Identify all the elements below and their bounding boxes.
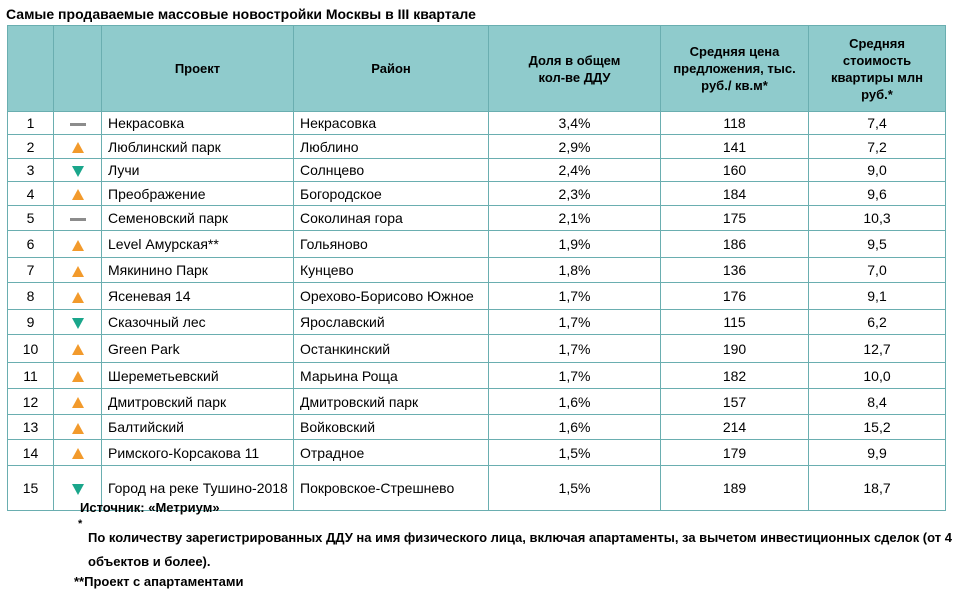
header-row xyxy=(8,26,946,112)
header-share-text: Доля в общем кол-ве ДДУ xyxy=(528,52,621,85)
project-name: Дмитровский парк xyxy=(102,389,294,415)
row-number: 8 xyxy=(8,283,54,310)
row-number: 7 xyxy=(8,258,54,283)
row-number: 4 xyxy=(8,182,54,206)
cost-value: 12,7 xyxy=(809,335,946,363)
price-value: 136 xyxy=(661,258,809,283)
table-row xyxy=(8,231,946,258)
arrow-down-icon xyxy=(72,484,84,495)
header-price xyxy=(661,26,809,112)
district-name: Ярославский xyxy=(294,310,489,335)
district-name: Дмитровский парк xyxy=(294,389,489,415)
cost-value: 9,0 xyxy=(809,159,946,182)
table-row xyxy=(8,159,946,182)
share-value: 1,5% xyxy=(489,466,661,511)
project-name: Сказочный лес xyxy=(102,310,294,335)
arrow-up-icon xyxy=(72,397,84,408)
price-value: 184 xyxy=(661,182,809,206)
share-value: 1,7% xyxy=(489,310,661,335)
cost-value: 8,4 xyxy=(809,389,946,415)
price-value: 157 xyxy=(661,389,809,415)
project-name: Преображение xyxy=(102,182,294,206)
price-value: 175 xyxy=(661,206,809,231)
header-district: Район xyxy=(294,26,489,112)
arrow-up-icon xyxy=(72,448,84,459)
price-value: 141 xyxy=(661,135,809,159)
project-name: Green Park xyxy=(102,335,294,363)
table-row xyxy=(8,363,946,389)
row-number: 14 xyxy=(8,440,54,466)
arrow-up-icon xyxy=(72,142,84,153)
project-name: Балтийский xyxy=(102,415,294,440)
district-name: Гольяново xyxy=(294,231,489,258)
project-name: Некрасовка xyxy=(102,112,294,135)
arrow-up-icon xyxy=(72,266,84,277)
table-row xyxy=(8,389,946,415)
district-name: Люблино xyxy=(294,135,489,159)
project-name: Семеновский парк xyxy=(102,206,294,231)
price-value: 118 xyxy=(661,112,809,135)
project-name: Лучи xyxy=(102,159,294,182)
cost-value: 9,1 xyxy=(809,283,946,310)
district-name: Соколиная гора xyxy=(294,206,489,231)
price-value: 182 xyxy=(661,363,809,389)
trend-cell xyxy=(54,206,102,231)
table-row xyxy=(8,415,946,440)
cost-value: 15,2 xyxy=(809,415,946,440)
share-value: 1,6% xyxy=(489,389,661,415)
row-number: 1 xyxy=(8,112,54,135)
price-value: 189 xyxy=(661,466,809,511)
table-row xyxy=(8,310,946,335)
row-number: 2 xyxy=(8,135,54,159)
project-name: Ясеневая 14 xyxy=(102,283,294,310)
trend-cell xyxy=(54,231,102,258)
row-number: 5 xyxy=(8,206,54,231)
arrow-down-icon xyxy=(72,166,84,177)
share-value: 2,4% xyxy=(489,159,661,182)
district-name: Марьина Роща xyxy=(294,363,489,389)
row-number: 10 xyxy=(8,335,54,363)
trend-cell xyxy=(54,135,102,159)
cost-value: 6,2 xyxy=(809,310,946,335)
row-number: 3 xyxy=(8,159,54,182)
trend-cell xyxy=(54,389,102,415)
share-value: 1,7% xyxy=(489,283,661,310)
cost-value: 7,2 xyxy=(809,135,946,159)
trend-cell xyxy=(54,112,102,135)
share-value: 1,5% xyxy=(489,440,661,466)
cost-value: 7,4 xyxy=(809,112,946,135)
trend-cell xyxy=(54,159,102,182)
footnote-star: * xyxy=(78,518,83,530)
table-row xyxy=(8,258,946,283)
project-name: Мякинино Парк xyxy=(102,258,294,283)
project-name: Шереметьевский xyxy=(102,363,294,389)
header-price-text: Средняя цена предложения, тыс. руб./ кв.м* xyxy=(673,44,796,93)
arrow-up-icon xyxy=(72,344,84,355)
district-name: Кунцево xyxy=(294,258,489,283)
table-row xyxy=(8,206,946,231)
price-value: 176 xyxy=(661,283,809,310)
trend-cell xyxy=(54,363,102,389)
table-row xyxy=(8,182,946,206)
cost-value: 9,6 xyxy=(809,182,946,206)
header-cost-text: Средняя стоимость квартиры млн руб.* xyxy=(830,35,924,102)
share-value: 3,4% xyxy=(489,112,661,135)
project-name: Люблинский парк xyxy=(102,135,294,159)
row-number: 9 xyxy=(8,310,54,335)
table-row xyxy=(8,283,946,310)
project-name: Город на реке Тушино-2018 xyxy=(102,466,294,511)
trend-cell xyxy=(54,310,102,335)
row-number: 15 xyxy=(8,466,54,511)
header-share xyxy=(489,26,661,112)
district-name: Орехово-Борисово Южное xyxy=(294,283,489,310)
header-project: Проект xyxy=(102,26,294,112)
price-value: 179 xyxy=(661,440,809,466)
district-name: Богородское xyxy=(294,182,489,206)
cost-value: 10,3 xyxy=(809,206,946,231)
table-row xyxy=(8,335,946,363)
share-value: 1,9% xyxy=(489,231,661,258)
row-number: 11 xyxy=(8,363,54,389)
dash-icon xyxy=(70,123,86,126)
share-value: 1,8% xyxy=(489,258,661,283)
arrow-down-icon xyxy=(72,318,84,329)
cost-value: 7,0 xyxy=(809,258,946,283)
row-number: 6 xyxy=(8,231,54,258)
arrow-up-icon xyxy=(72,240,84,251)
cost-value: 10,0 xyxy=(809,363,946,389)
project-name: Level Амурская** xyxy=(102,231,294,258)
trend-cell xyxy=(54,182,102,206)
dash-icon xyxy=(70,218,86,221)
share-value: 1,7% xyxy=(489,335,661,363)
arrow-up-icon xyxy=(72,189,84,200)
price-value: 115 xyxy=(661,310,809,335)
data-table xyxy=(7,25,946,511)
district-name: Войковский xyxy=(294,415,489,440)
district-name: Некрасовка xyxy=(294,112,489,135)
trend-cell xyxy=(54,440,102,466)
header-cost xyxy=(809,26,946,112)
share-value: 2,9% xyxy=(489,135,661,159)
price-value: 214 xyxy=(661,415,809,440)
header-num xyxy=(8,26,54,112)
share-value: 1,6% xyxy=(489,415,661,440)
cost-value: 9,5 xyxy=(809,231,946,258)
footnote-apartments: **Проект с апартаментами xyxy=(74,574,244,589)
trend-cell xyxy=(54,258,102,283)
table-row xyxy=(8,135,946,159)
cost-value: 18,7 xyxy=(809,466,946,511)
share-value: 2,1% xyxy=(489,206,661,231)
arrow-up-icon xyxy=(72,423,84,434)
row-number: 13 xyxy=(8,415,54,440)
arrow-up-icon xyxy=(72,371,84,382)
footnote-ddu: По количеству зарегистрированных ДДУ на имя физического лица, включая апартаменты, за вычетом инвестиционных сделок (от 4 объектов и более). xyxy=(88,530,952,569)
price-value: 186 xyxy=(661,231,809,258)
share-value: 2,3% xyxy=(489,182,661,206)
price-value: 190 xyxy=(661,335,809,363)
header-trend xyxy=(54,26,102,112)
trend-cell xyxy=(54,415,102,440)
trend-cell xyxy=(54,335,102,363)
district-name: Солнцево xyxy=(294,159,489,182)
share-value: 1,7% xyxy=(489,363,661,389)
price-value: 160 xyxy=(661,159,809,182)
district-name: Покровское-Стрешнево xyxy=(294,466,489,511)
row-number: 12 xyxy=(8,389,54,415)
trend-cell xyxy=(54,283,102,310)
source-note: Источник: «Метриум» xyxy=(80,500,220,515)
cost-value: 9,9 xyxy=(809,440,946,466)
table-row xyxy=(8,112,946,135)
district-name: Отрадное xyxy=(294,440,489,466)
project-name: Римского-Корсакова 11 xyxy=(102,440,294,466)
district-name: Останкинский xyxy=(294,335,489,363)
arrow-up-icon xyxy=(72,292,84,303)
page-title: Самые продаваемые массовые новостройки Москвы в III квартале xyxy=(6,6,476,22)
table-row xyxy=(8,440,946,466)
